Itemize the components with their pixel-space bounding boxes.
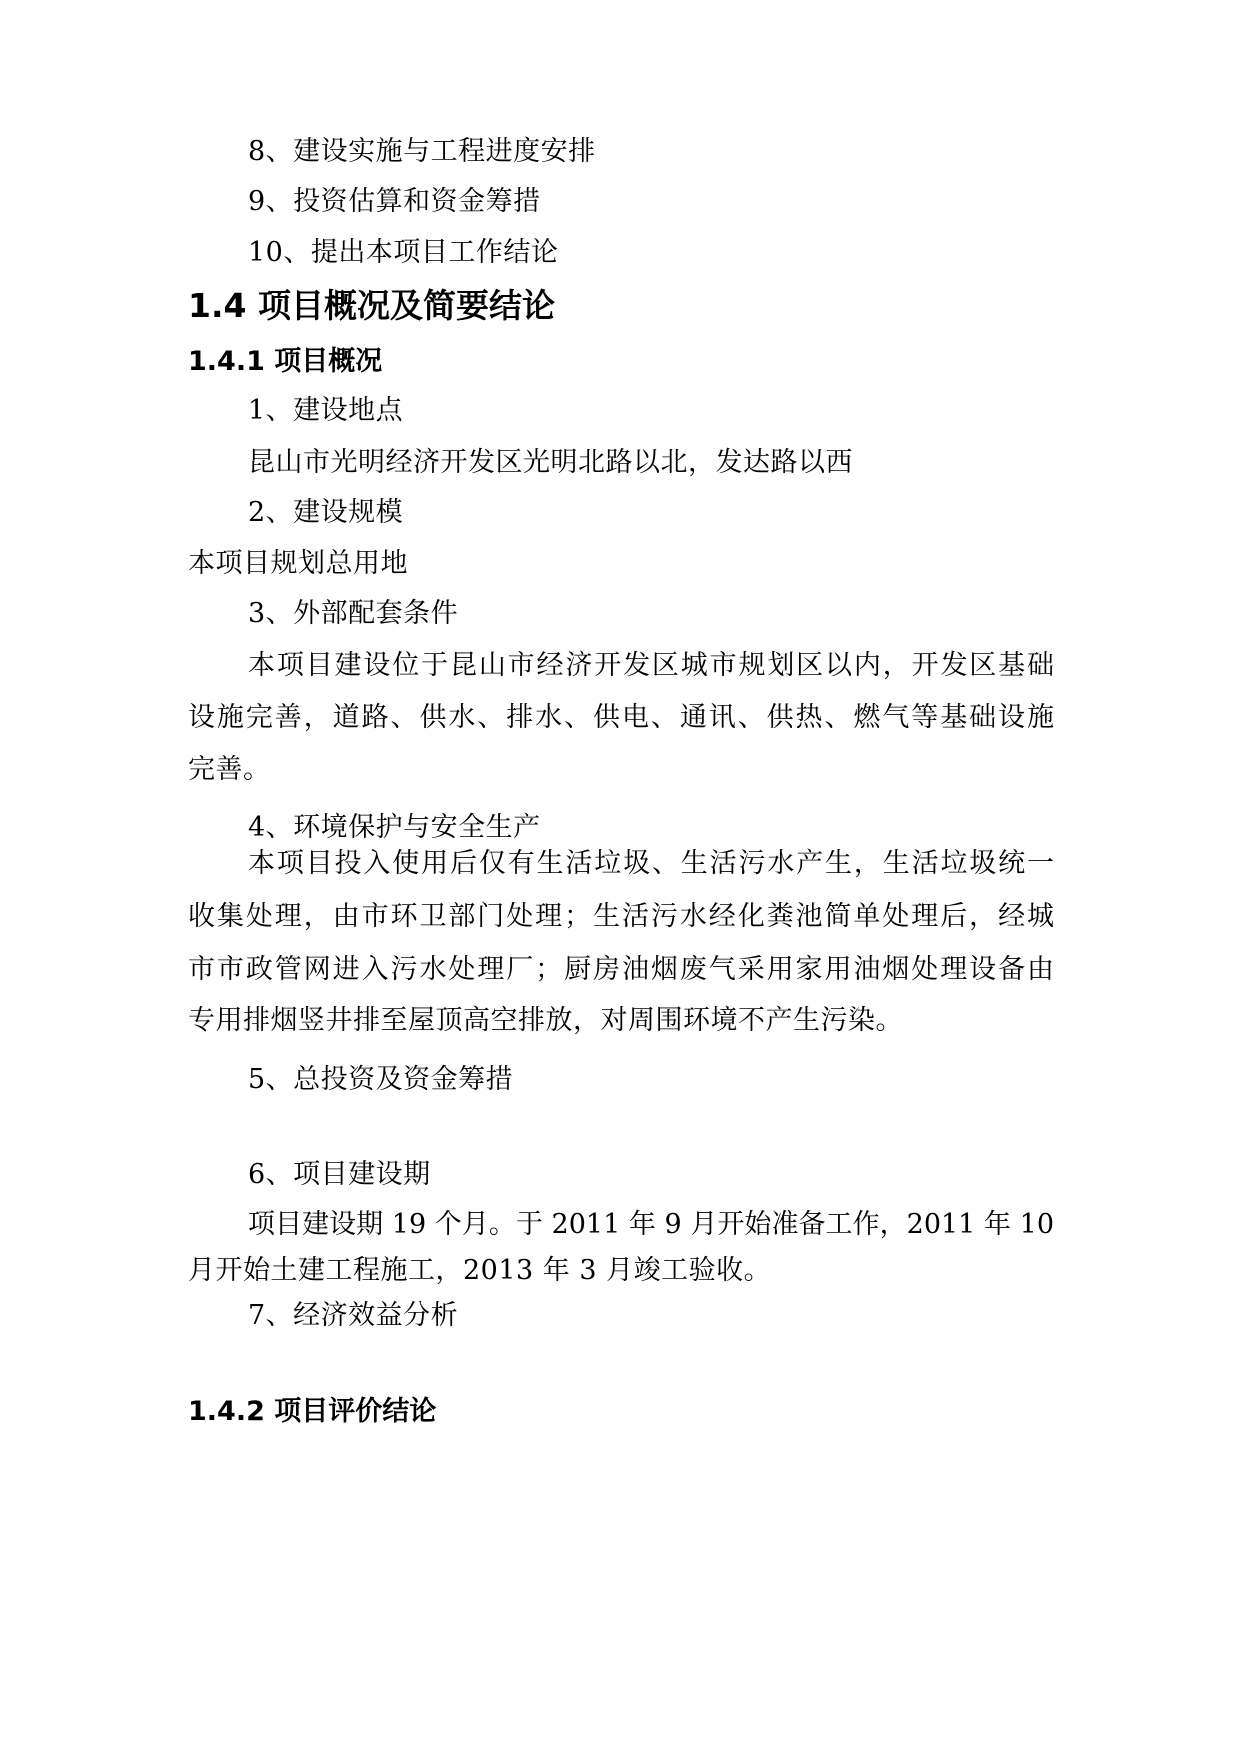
env-paragraph-line-2: 收集处理，由市环卫部门处理；生活污水经化粪池简单处理后，经城 — [188, 901, 1054, 932]
section-heading-1-4: 1.4 项目概况及简要结论 — [188, 286, 555, 325]
external-label: 3、外部配套条件 — [248, 598, 459, 629]
external-paragraph-line-2: 设施完善，道路、供水、排水、供电、通讯、供热、燃气等基础设施 — [188, 702, 1054, 733]
econ-label: 7、经济效益分析 — [248, 1300, 459, 1331]
list-item-10: 10、提出本项目工作结论 — [248, 237, 559, 268]
list-item-9: 9、投资估算和资金筹措 — [248, 186, 541, 217]
env-label: 4、环境保护与安全生产 — [248, 812, 541, 843]
env-paragraph-line-1: 本项目投入使用后仅有生活垃圾、生活污水产生，生活垃圾统一 — [248, 848, 1054, 879]
period-label: 6、项目建设期 — [248, 1159, 431, 1190]
scale-label: 2、建设规模 — [248, 497, 404, 528]
period-paragraph-line-1: 项目建设期 19 个月。于 2011 年 9 月开始准备工作，2011 年 10 — [248, 1209, 1054, 1240]
external-paragraph-line-1: 本项目建设位于昆山市经济开发区城市规划区以内，开发区基础 — [248, 650, 1054, 681]
external-paragraph-line-3: 完善。 — [188, 754, 271, 785]
env-paragraph-line-4: 专用排烟竖井排至屋顶高空排放，对周围环境不产生污染。 — [188, 1005, 903, 1036]
location-text: 昆山市光明经济开发区光明北路以北，发达路以西 — [248, 447, 853, 478]
list-item-8: 8、建设实施与工程进度安排 — [248, 136, 596, 167]
section-heading-1-4-2: 1.4.2 项目评价结论 — [188, 1396, 437, 1427]
period-paragraph-line-2: 月开始土建工程施工，2013 年 3 月竣工验收。 — [188, 1255, 772, 1286]
location-label: 1、建设地点 — [248, 395, 404, 426]
env-paragraph-line-3: 市市政管网进入污水处理厂；厨房油烟废气采用家用油烟处理设备由 — [188, 954, 1054, 985]
invest-label: 5、总投资及资金筹措 — [248, 1064, 514, 1095]
section-heading-1-4-1: 1.4.1 项目概况 — [188, 346, 383, 377]
scale-text: 本项目规划总用地 — [188, 548, 408, 579]
